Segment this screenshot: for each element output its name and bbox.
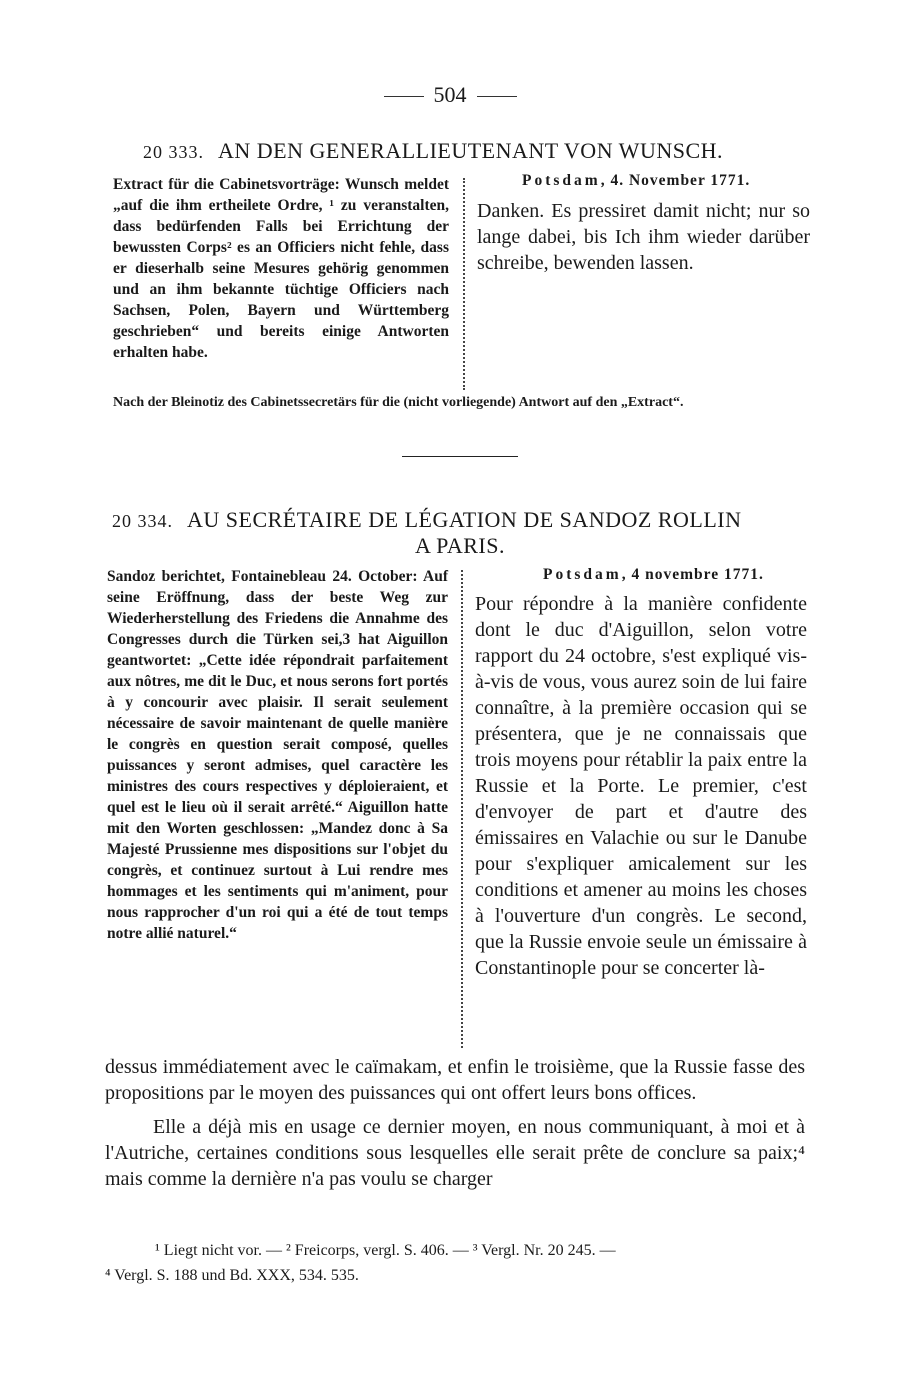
letter2-title-line1: AU SECRÉTAIRE DE LÉGATION DE SANDOZ ROLLIN <box>187 507 742 532</box>
letter1-extract-text: Extract für die Cabinetsvorträge: Wunsch meldet „auf die ihm ertheilete Ordre, ¹ zu veranstalten, dass bedürfenden Falls bei Errichtung der bewussten Corps² es an Officiers nicht fehle, dass er dieserhalb seine Mesures gehörig genommen und an ihm bekannte tüchtige Officiers nach Sachsen, Polen, Bayern und Württemberg geschrieben“ und bereits einige Antworten erhalten habe. <box>113 176 449 361</box>
letter1-note <box>113 393 810 412</box>
letter2-body <box>105 1054 805 1192</box>
page-number-dash-left <box>384 96 424 97</box>
letter1-note-text: Nach der Bleinotiz des Cabinetssecretärs für die (nicht vorliegende) Antwort auf den „Extract“. <box>113 395 684 410</box>
letter2-column-divider <box>461 570 463 1048</box>
letter2-heading-line2 <box>0 533 900 559</box>
letter1-reply <box>477 198 810 276</box>
letter1-column-divider <box>463 178 465 390</box>
letter2-extract-text: Sandoz berichtet, Fontainebleau 24. October: Auf seine Eröffnung, dass der beste Weg zur Wiederherstellung des Friedens die Annahme des Congresses durch die Türken sei,3 hat Aiguillon geantwortet: „Cette idée répondrait parfaitement aux nôtres, me dit le Duc, et nous serons fort portés à y concourir avec plaisir. Il serait seulement nécessaire de savoir maintenant de quelle manière le congrès en question serait composé, quelles puissances y seront admises, quel caractère les ministres des cours respectives y déploieraient, et quel est le lieu où il serait arrêté.“ Aiguillon hatte mit den Worten geschlossen: „Mandez donc à Sa Majesté Prussienne mes dispositions sur l'objet du congrès, et continuez surtout à Lui rendre mes hommages et les sentiments qui m'animent, pour nous rapprocher d'un roi qui a été de tout temps notre allié naturel.“ <box>107 568 448 942</box>
letter2-continuation: dessus immédiatement avec le caïmakam, et enfin le troisième, que la Russie fasse des propositions par le moyen des puissances qui ont offert leurs bons offices. <box>105 1056 805 1104</box>
letter2-reply <box>475 591 807 981</box>
letter1-heading <box>143 138 723 164</box>
letter1-dateline <box>522 172 750 190</box>
section-divider <box>402 456 518 457</box>
letter2-extract <box>107 566 448 944</box>
letter1-title: AN DEN GENERALLIEUTENANT VON WUNSCH. <box>218 138 724 163</box>
page-number-text: 504 <box>433 82 467 107</box>
letter1-number: 20 333. <box>143 142 204 162</box>
footnote-line2 <box>105 1264 359 1288</box>
page-number <box>0 82 900 108</box>
page-number-dash-right <box>477 96 517 97</box>
letter2-title-line2: A PARIS. <box>414 533 505 558</box>
letter2-dateline <box>543 566 764 584</box>
letter1-reply-text: Danken. Es pressiret damit nicht; nur so lange dabei, bis Ich ihm wieder darüber schreibe, bewenden lassen. <box>477 200 810 274</box>
letter2-heading <box>112 507 742 533</box>
letter2-date: , 4 novembre 1771. <box>621 566 764 583</box>
footnote-line2-text: ⁴ Vergl. S. 188 und Bd. XXX, 534. 535. <box>105 1267 359 1284</box>
letter1-extract <box>113 174 449 363</box>
footnote-line1-text: ¹ Liegt nicht vor. — ² Freicorps, vergl. S. 406. — ³ Vergl. Nr. 20 245. — <box>155 1242 616 1259</box>
footnote-line1 <box>155 1239 616 1263</box>
letter2-number: 20 334. <box>112 511 173 531</box>
letter2-paragraph2: Elle a déjà mis en usage ce dernier moyen, en nous communiquant, à moi et à l'Autriche, certaines conditions sous lesquelles elle serait prête de conclure sa paix;⁴ mais comme la dernière n'a pas voulu se charger <box>105 1116 805 1190</box>
letter1-place: Potsdam <box>522 172 601 189</box>
letter1-date: , 4. November 1771. <box>600 172 751 189</box>
letter2-place: Potsdam <box>543 566 622 583</box>
letter2-reply-text: Pour répondre à la manière confidente dont le duc d'Aiguillon, selon votre rapport du 24 octobre, s'est expliqué vis-à-vis de vous, vous aurez soin de lui faire connaître, à la première occasion qui se présentera, que je ne connaissais que trois moyens pour rétablir la paix entre la Russie et la Porte. Le premier, c'est d'envoyer de part et d'autre des émissaires en Valachie ou sur le Danube pour s'expliquer amicalement sur les conditions et amener au moins les choses à l'ouverture d'un congrès. Le second, que la Russie envoie seule un émissaire à Constantinople pour se concerter là- <box>475 593 807 979</box>
